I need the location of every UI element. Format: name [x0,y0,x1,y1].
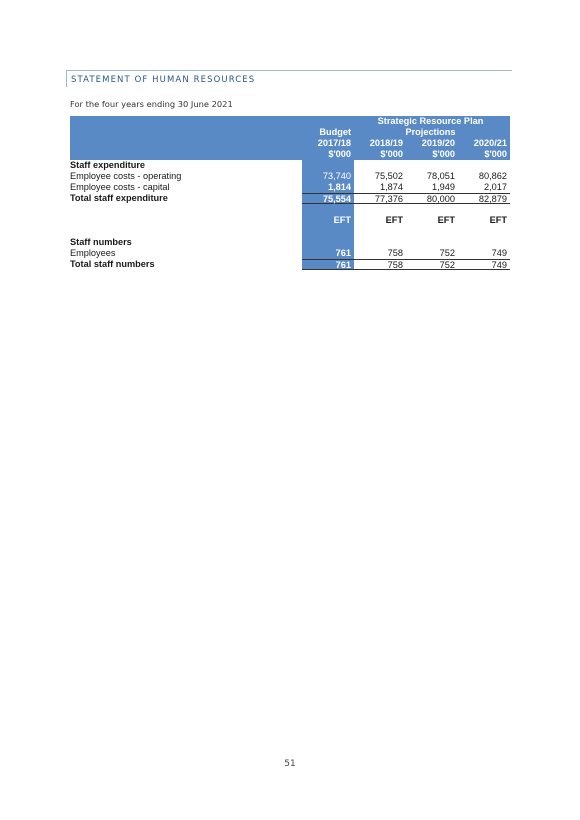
header-unit: $'000 [328,149,351,159]
total-value-budget: 761 [302,259,354,270]
staff-expenditure-heading: Staff expenditure [70,160,146,170]
header-row-group [70,116,510,127]
subtitle: For the four years ending 30 June 2021 [70,99,233,109]
header-row-years [70,138,510,149]
section-title: STATEMENT OF HUMAN RESOURCES [66,70,512,87]
row-value-budget: 1,814 [302,182,354,193]
table-row [70,182,510,193]
total-value-budget: 75,554 [302,193,354,204]
row-value-budget: 73,740 [302,171,354,182]
row-value: 75,502 [374,171,403,181]
staff-numbers-heading-row [70,237,510,248]
row-value: 2,017 [484,182,507,192]
eft-units-row [70,215,510,226]
total-value: 749 [458,259,510,270]
row-value: 758 [387,248,403,258]
header-projections-label: Projections [405,127,456,137]
row-value: 1,949 [432,182,455,192]
total-row [70,259,510,270]
total-value: 758 [354,259,406,270]
header-year: 2020/21 [473,138,507,148]
header-unit: $'000 [432,149,455,159]
header-row-labels [70,127,510,138]
row-label: Employee costs - operating [70,171,182,181]
row-value: 1,874 [380,182,403,192]
human-resources-table [70,116,510,270]
row-label: Employee costs - capital [70,182,170,192]
total-label: Total staff expenditure [70,193,168,203]
eft-unit: EFT [437,215,455,225]
staff-expenditure-heading-row [70,160,510,171]
spacer-row [70,226,510,237]
total-row [70,193,510,204]
row-value: 80,862 [478,171,507,181]
header-year: 2018/19 [369,138,403,148]
eft-unit: EFT [489,215,507,225]
total-value: 82,879 [458,193,510,204]
table-row [70,171,510,182]
row-value: 749 [491,248,507,258]
staff-numbers-heading: Staff numbers [70,237,132,247]
row-value: 78,051 [426,171,455,181]
row-label: Employees [70,248,116,258]
header-group-label: Strategic Resource Plan [377,116,484,126]
page-number: 51 [284,759,296,769]
row-value-budget: 761 [302,248,354,259]
eft-unit: EFT [302,215,354,226]
spacer-row [70,204,510,215]
total-value: 77,376 [354,193,406,204]
header-row-units [70,149,510,160]
total-value: 80,000 [406,193,458,204]
total-label: Total staff numbers [70,259,155,269]
row-value: 752 [439,248,455,258]
header-year: 2017/18 [317,138,351,148]
table-row [70,248,510,259]
header-unit: $'000 [380,149,403,159]
header-budget-label: Budget [319,127,351,137]
eft-unit: EFT [385,215,403,225]
header-year: 2019/20 [421,138,455,148]
total-value: 752 [406,259,458,270]
header-unit: $'000 [484,149,507,159]
